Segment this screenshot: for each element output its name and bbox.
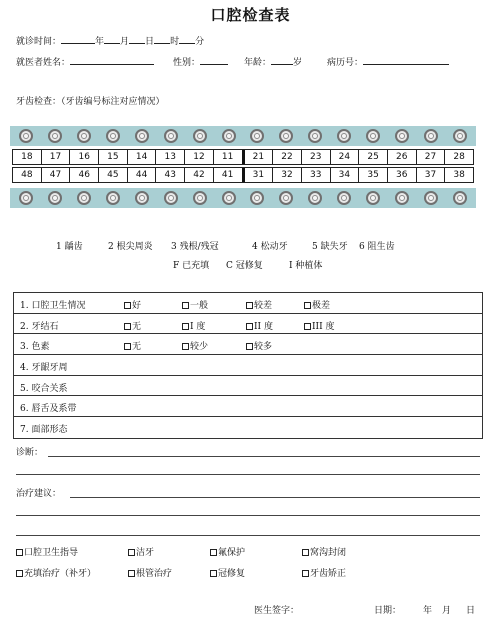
treatment-line[interactable] bbox=[70, 497, 480, 498]
checkbox-icon[interactable] bbox=[210, 549, 217, 556]
tooth-marker-icon bbox=[395, 129, 409, 143]
tooth-cell[interactable]: 42 bbox=[185, 168, 214, 182]
treatment-option[interactable] bbox=[16, 566, 96, 579]
tooth-marker-icon bbox=[279, 129, 293, 143]
exam-row-label: 6. 唇舌及系带 bbox=[20, 404, 77, 415]
month-unit: 月 bbox=[120, 37, 130, 47]
treatment-label: 治疗建议： bbox=[16, 489, 62, 499]
treatment-option-label: 充填治疗（补牙） bbox=[24, 569, 97, 579]
legend-item: 6 阻生齿 bbox=[359, 242, 395, 252]
date-month: 月 bbox=[442, 606, 452, 616]
checkbox-icon[interactable] bbox=[182, 302, 189, 309]
checkbox-icon[interactable] bbox=[124, 343, 131, 350]
tooth-marker-icon bbox=[164, 191, 178, 205]
tooth-marker-icon bbox=[48, 129, 62, 143]
tooth-cell[interactable]: 13 bbox=[156, 150, 185, 164]
tooth-marker-icon bbox=[250, 129, 264, 143]
age-block bbox=[244, 55, 302, 68]
tooth-cell[interactable]: 18 bbox=[13, 150, 42, 164]
legend-item: 5 缺失牙 bbox=[312, 242, 348, 252]
tooth-marker-icon bbox=[308, 129, 322, 143]
treatment-option-label: 窝沟封闭 bbox=[310, 548, 347, 558]
gender-label: 性别： bbox=[173, 58, 201, 68]
tooth-cell[interactable]: 34 bbox=[331, 168, 360, 182]
tooth-cell[interactable]: 24 bbox=[331, 150, 360, 164]
tooth-marker-icon bbox=[106, 129, 120, 143]
exam-option-checkbox[interactable] bbox=[124, 298, 141, 311]
exam-option-label: 较多 bbox=[254, 342, 273, 353]
exam-row-label: 1. 口腔卫生情况 bbox=[20, 301, 86, 311]
page-title: 口腔检查表 bbox=[210, 6, 291, 24]
tooth-marker-icon bbox=[19, 191, 33, 205]
gender-block bbox=[173, 55, 228, 68]
tooth-cell[interactable]: 33 bbox=[302, 168, 331, 182]
treatment-option-label: 口腔卫生指导 bbox=[24, 548, 79, 558]
exam-row-label: 2. 牙结石 bbox=[20, 321, 59, 332]
treatment-option[interactable] bbox=[210, 566, 245, 579]
age-field[interactable] bbox=[271, 56, 293, 65]
treatment-line-3[interactable] bbox=[16, 535, 480, 536]
visit-time-label: 就诊时间： bbox=[16, 37, 62, 47]
tooth-cell[interactable]: 15 bbox=[99, 150, 128, 164]
tooth-cell[interactable]: 37 bbox=[417, 168, 446, 182]
exam-option-label: 无 bbox=[132, 321, 142, 332]
tooth-cell[interactable]: 26 bbox=[388, 150, 417, 164]
exam-option-label: I 度 bbox=[190, 321, 206, 332]
exam-row-label: 7. 面部形态 bbox=[20, 425, 68, 436]
tooth-marker-icon bbox=[106, 191, 120, 205]
record-block bbox=[327, 55, 449, 68]
treatment-option-label: 氟保护 bbox=[218, 548, 246, 558]
checkbox-icon[interactable] bbox=[124, 302, 131, 309]
exam-row-label: 5. 咬合关系 bbox=[20, 383, 68, 394]
tooth-marker-icon bbox=[135, 191, 149, 205]
exam-option-label: 无 bbox=[132, 342, 142, 353]
tooth-marker-icon bbox=[48, 191, 62, 205]
exam-option-checkbox[interactable] bbox=[246, 339, 272, 352]
exam-option-label: 较少 bbox=[190, 342, 209, 353]
treatment-option-label: 洁牙 bbox=[136, 548, 155, 558]
exam-option-label: 极差 bbox=[312, 301, 331, 311]
legend-item: 2 根尖周炎 bbox=[108, 242, 153, 252]
legend-item: C 冠修复 bbox=[226, 261, 263, 271]
exam-row bbox=[14, 314, 482, 335]
tooth-cell[interactable]: 46 bbox=[70, 168, 99, 182]
checkbox-icon[interactable] bbox=[128, 570, 135, 577]
exam-option-checkbox[interactable] bbox=[182, 319, 205, 332]
year-field[interactable] bbox=[61, 35, 95, 44]
tooth-cell[interactable]: 16 bbox=[70, 150, 99, 164]
tooth-cell[interactable]: 21 bbox=[245, 150, 274, 164]
exam-option-checkbox[interactable] bbox=[124, 339, 141, 352]
checkbox-icon[interactable] bbox=[304, 302, 311, 309]
treatment-option-label: 冠修复 bbox=[218, 569, 246, 579]
exam-row bbox=[14, 396, 482, 417]
tooth-cell[interactable]: 48 bbox=[13, 168, 42, 182]
gender-field[interactable] bbox=[200, 56, 228, 65]
lower-teeth-strip bbox=[10, 188, 476, 208]
exam-option-checkbox[interactable] bbox=[304, 319, 335, 332]
legend-item: I 种植体 bbox=[289, 261, 323, 271]
age-label: 年龄： bbox=[244, 58, 272, 68]
exam-option-label: 较差 bbox=[254, 301, 273, 311]
tooth-cell[interactable]: 27 bbox=[417, 150, 446, 164]
tooth-cell[interactable]: 43 bbox=[156, 168, 185, 182]
treatment-option[interactable] bbox=[302, 566, 346, 579]
tooth-cell[interactable]: 44 bbox=[128, 168, 157, 182]
checkbox-icon[interactable] bbox=[304, 323, 311, 330]
exam-row bbox=[14, 334, 482, 355]
tooth-marker-icon bbox=[222, 191, 236, 205]
date-year: 年 bbox=[423, 606, 433, 616]
exam-option-label: 一般 bbox=[190, 301, 209, 311]
tooth-cell[interactable]: 32 bbox=[273, 168, 302, 182]
day-field[interactable] bbox=[129, 35, 145, 44]
exam-row bbox=[14, 355, 482, 376]
tooth-marker-icon bbox=[164, 129, 178, 143]
day-unit: 日 bbox=[145, 37, 155, 47]
tooth-marker-icon bbox=[337, 129, 351, 143]
exam-table bbox=[13, 292, 483, 439]
exam-option-checkbox[interactable] bbox=[304, 298, 330, 311]
exam-option-label: 好 bbox=[132, 301, 142, 311]
exam-option-label: III 度 bbox=[312, 321, 335, 332]
exam-row-label: 4. 牙龈牙周 bbox=[20, 363, 68, 374]
tooth-cell[interactable]: 45 bbox=[99, 168, 128, 182]
treatment-option[interactable] bbox=[302, 545, 346, 558]
tooth-cell[interactable]: 35 bbox=[359, 168, 388, 182]
minute-unit: 分 bbox=[195, 37, 205, 47]
tooth-cell[interactable]: 36 bbox=[388, 168, 417, 182]
tooth-marker-icon bbox=[77, 191, 91, 205]
exam-option-checkbox[interactable] bbox=[182, 298, 208, 311]
record-number-field[interactable] bbox=[363, 56, 449, 65]
legend-item: 4 松动牙 bbox=[252, 242, 288, 252]
tooth-cell[interactable]: 23 bbox=[302, 150, 331, 164]
exam-option-checkbox[interactable] bbox=[182, 339, 208, 352]
tooth-cell[interactable]: 28 bbox=[453, 152, 465, 162]
year-unit: 年 bbox=[95, 37, 105, 47]
tooth-marker-icon bbox=[366, 129, 380, 143]
tooth-marker-icon bbox=[222, 129, 236, 143]
treatment-option[interactable] bbox=[128, 566, 172, 579]
diagnosis-label: 诊断： bbox=[16, 448, 44, 458]
hour-unit: 时 bbox=[170, 37, 180, 47]
date-day: 日 bbox=[466, 606, 476, 616]
treatment-option[interactable] bbox=[128, 545, 154, 558]
exam-option-checkbox[interactable] bbox=[124, 319, 141, 332]
tooth-cell[interactable]: 38 bbox=[453, 170, 465, 180]
treatment-option-label: 牙齿矫正 bbox=[310, 569, 347, 579]
tooth-marker-icon bbox=[308, 191, 322, 205]
tooth-marker-icon bbox=[453, 191, 467, 205]
tooth-marker-icon bbox=[424, 191, 438, 205]
exam-row bbox=[14, 417, 482, 438]
upper-teeth-strip bbox=[10, 126, 476, 146]
upper-teeth-row bbox=[12, 149, 474, 165]
checkbox-icon[interactable] bbox=[124, 323, 131, 330]
exam-row-label: 3. 色素 bbox=[20, 342, 50, 353]
doctor-signature-label: 医生签字： bbox=[254, 606, 300, 616]
exam-row bbox=[14, 293, 482, 314]
checkbox-icon[interactable] bbox=[246, 343, 253, 350]
patient-name-field[interactable] bbox=[70, 56, 154, 65]
tooth-cell[interactable]: 12 bbox=[185, 150, 214, 164]
treatment-option[interactable] bbox=[210, 545, 245, 558]
tooth-marker-icon bbox=[424, 129, 438, 143]
tooth-marker-icon bbox=[193, 191, 207, 205]
lower-teeth-row bbox=[12, 167, 474, 183]
tooth-cell[interactable]: 14 bbox=[128, 150, 157, 164]
legend-item: 3 残根/残冠 bbox=[171, 242, 219, 252]
date-label: 日期： bbox=[374, 606, 402, 616]
checkbox-icon[interactable] bbox=[246, 302, 253, 309]
tooth-cell[interactable]: 47 bbox=[42, 168, 71, 182]
tooth-marker-icon bbox=[395, 191, 409, 205]
month-field[interactable] bbox=[104, 35, 120, 44]
patient-name-label: 就医者姓名： bbox=[16, 58, 71, 68]
legend-item: F 已充填 bbox=[173, 261, 210, 271]
checkbox-icon[interactable] bbox=[128, 549, 135, 556]
tooth-marker-icon bbox=[250, 191, 264, 205]
diagnosis-line-2[interactable] bbox=[16, 474, 480, 475]
tooth-cell[interactable]: 41 bbox=[214, 168, 245, 182]
legend-item: 1 龋齿 bbox=[56, 242, 83, 252]
checkbox-icon[interactable] bbox=[302, 570, 309, 577]
exam-option-label: II 度 bbox=[254, 321, 273, 332]
visit-time-row bbox=[16, 34, 204, 47]
exam-option-checkbox[interactable] bbox=[246, 298, 272, 311]
minute-field[interactable] bbox=[179, 35, 195, 44]
treatment-option-label: 根管治疗 bbox=[136, 569, 173, 579]
tooth-cell[interactable]: 22 bbox=[273, 150, 302, 164]
checkbox-icon[interactable] bbox=[210, 570, 217, 577]
treatment-line-2[interactable] bbox=[16, 515, 480, 516]
tooth-marker-icon bbox=[337, 191, 351, 205]
tooth-marker-icon bbox=[19, 129, 33, 143]
tooth-cell[interactable]: 11 bbox=[214, 150, 245, 164]
checkbox-icon[interactable] bbox=[302, 549, 309, 556]
tooth-marker-icon bbox=[279, 191, 293, 205]
exam-row bbox=[14, 376, 482, 397]
checkbox-icon[interactable] bbox=[182, 343, 189, 350]
tooth-marker-icon bbox=[77, 129, 91, 143]
tooth-marker-icon bbox=[193, 129, 207, 143]
age-unit: 岁 bbox=[293, 58, 303, 68]
checkbox-icon[interactable] bbox=[16, 570, 23, 577]
tooth-cell[interactable]: 17 bbox=[42, 150, 71, 164]
exam-option-checkbox[interactable] bbox=[246, 319, 273, 332]
tooth-cell[interactable]: 25 bbox=[359, 150, 388, 164]
record-label: 病历号： bbox=[327, 58, 364, 68]
diagnosis-line[interactable] bbox=[48, 456, 480, 457]
treatment-option[interactable] bbox=[16, 545, 78, 558]
hour-field[interactable] bbox=[154, 35, 170, 44]
patient-name-block bbox=[16, 55, 154, 68]
tooth-cell[interactable]: 31 bbox=[245, 168, 274, 182]
tooth-marker-icon bbox=[366, 191, 380, 205]
checkbox-icon[interactable] bbox=[182, 323, 189, 330]
tooth-marker-icon bbox=[453, 129, 467, 143]
tooth-marker-icon bbox=[135, 129, 149, 143]
checkbox-icon[interactable] bbox=[16, 549, 23, 556]
checkbox-icon[interactable] bbox=[246, 323, 253, 330]
teeth-section-label: 牙齿检查：（牙齿编号标注对应情况） bbox=[16, 97, 165, 107]
